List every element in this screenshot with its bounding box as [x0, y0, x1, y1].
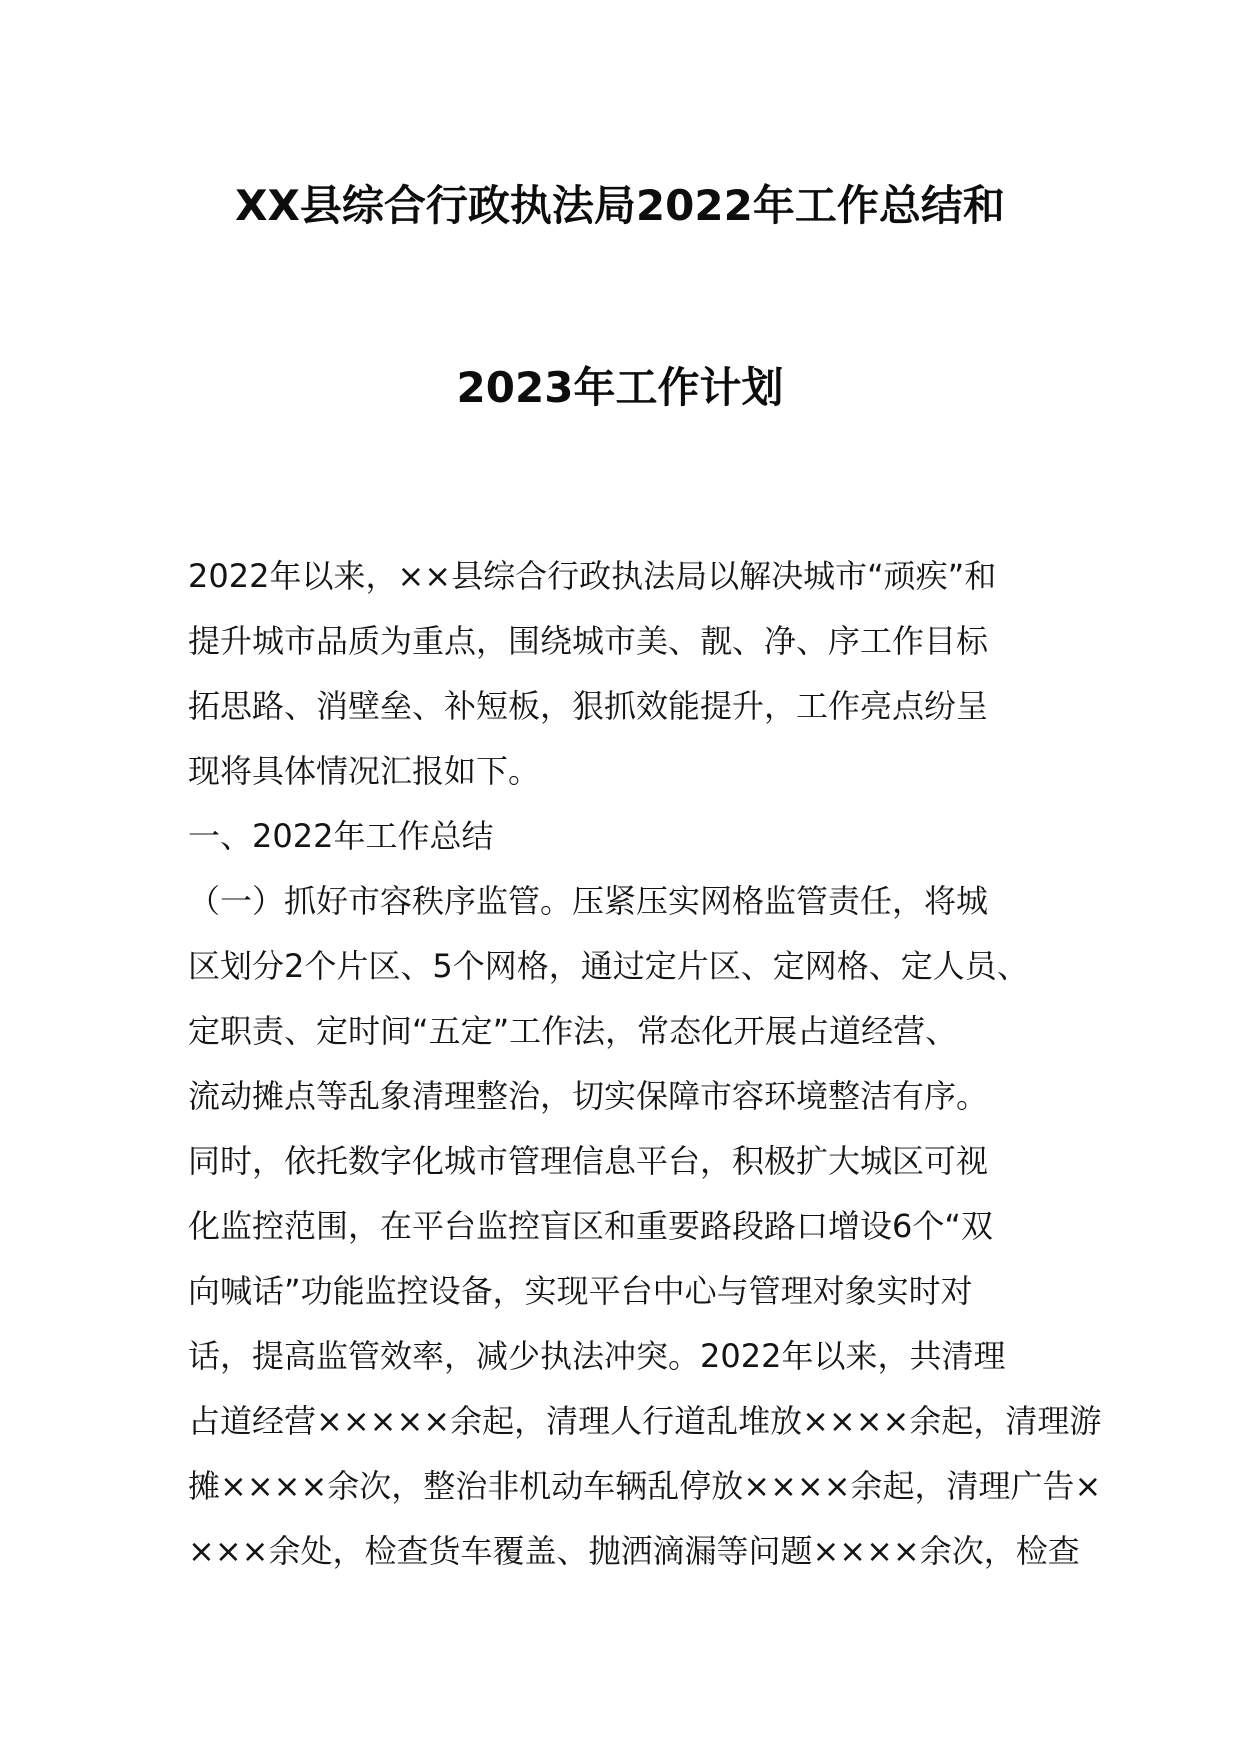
body-line: 化监控范围，在平台监控盲区和重要路段路口增设6个“双 — [188, 1207, 993, 1245]
body-line: 同时，依托数字化城市管理信息平台，积极扩大城区可视 — [188, 1142, 989, 1180]
body-line: 定职责、定时间“五定”工作法，常态化开展占道经营、 — [188, 1012, 958, 1050]
document-title-line-2: 2023年工作计划 — [456, 363, 784, 412]
body-line: 2022年以来，××县综合行政执法局以解决城市“顽疾”和 — [188, 557, 997, 595]
document-body — [188, 544, 1102, 1584]
body-line: 向喊话”功能监控设备，实现平台中心与管理对象实时对 — [188, 1272, 973, 1310]
body-line: 提升城市品质为重点，围绕城市美、靓、净、序工作目标 — [188, 622, 989, 660]
body-line: ×××余处，检查货车覆盖、抛洒滴漏等问题××××余次，检查 — [188, 1532, 1080, 1570]
body-line: 区划分2个片区、5个网格，通过定片区、定网格、定人员、 — [188, 947, 1029, 985]
body-line: 现将具体情况汇报如下。 — [188, 752, 541, 790]
body-line: 摊××××余次，整治非机动车辆乱停放××××余起，清理广告× — [188, 1467, 1102, 1505]
section-heading: 一、2022年工作总结 — [188, 817, 494, 855]
body-line: 拓思路、消壁垒、补短板，狠抓效能提升，工作亮点纷呈 — [188, 687, 989, 725]
body-line: （一）抓好市容秩序监管。压紧压实网格监管责任，将城 — [188, 882, 989, 920]
body-line: 占道经营×××××余起，清理人行道乱堆放××××余起，清理游 — [188, 1402, 1102, 1440]
document-title-line-1: XX县综合行政执法局2022年工作总结和 — [235, 181, 1005, 230]
body-line: 流动摊点等乱象清理整治，切实保障市容环境整洁有序。 — [188, 1077, 989, 1115]
body-line: 话，提高监管效率，减少执法冲突。2022年以来，共清理 — [188, 1337, 1006, 1375]
